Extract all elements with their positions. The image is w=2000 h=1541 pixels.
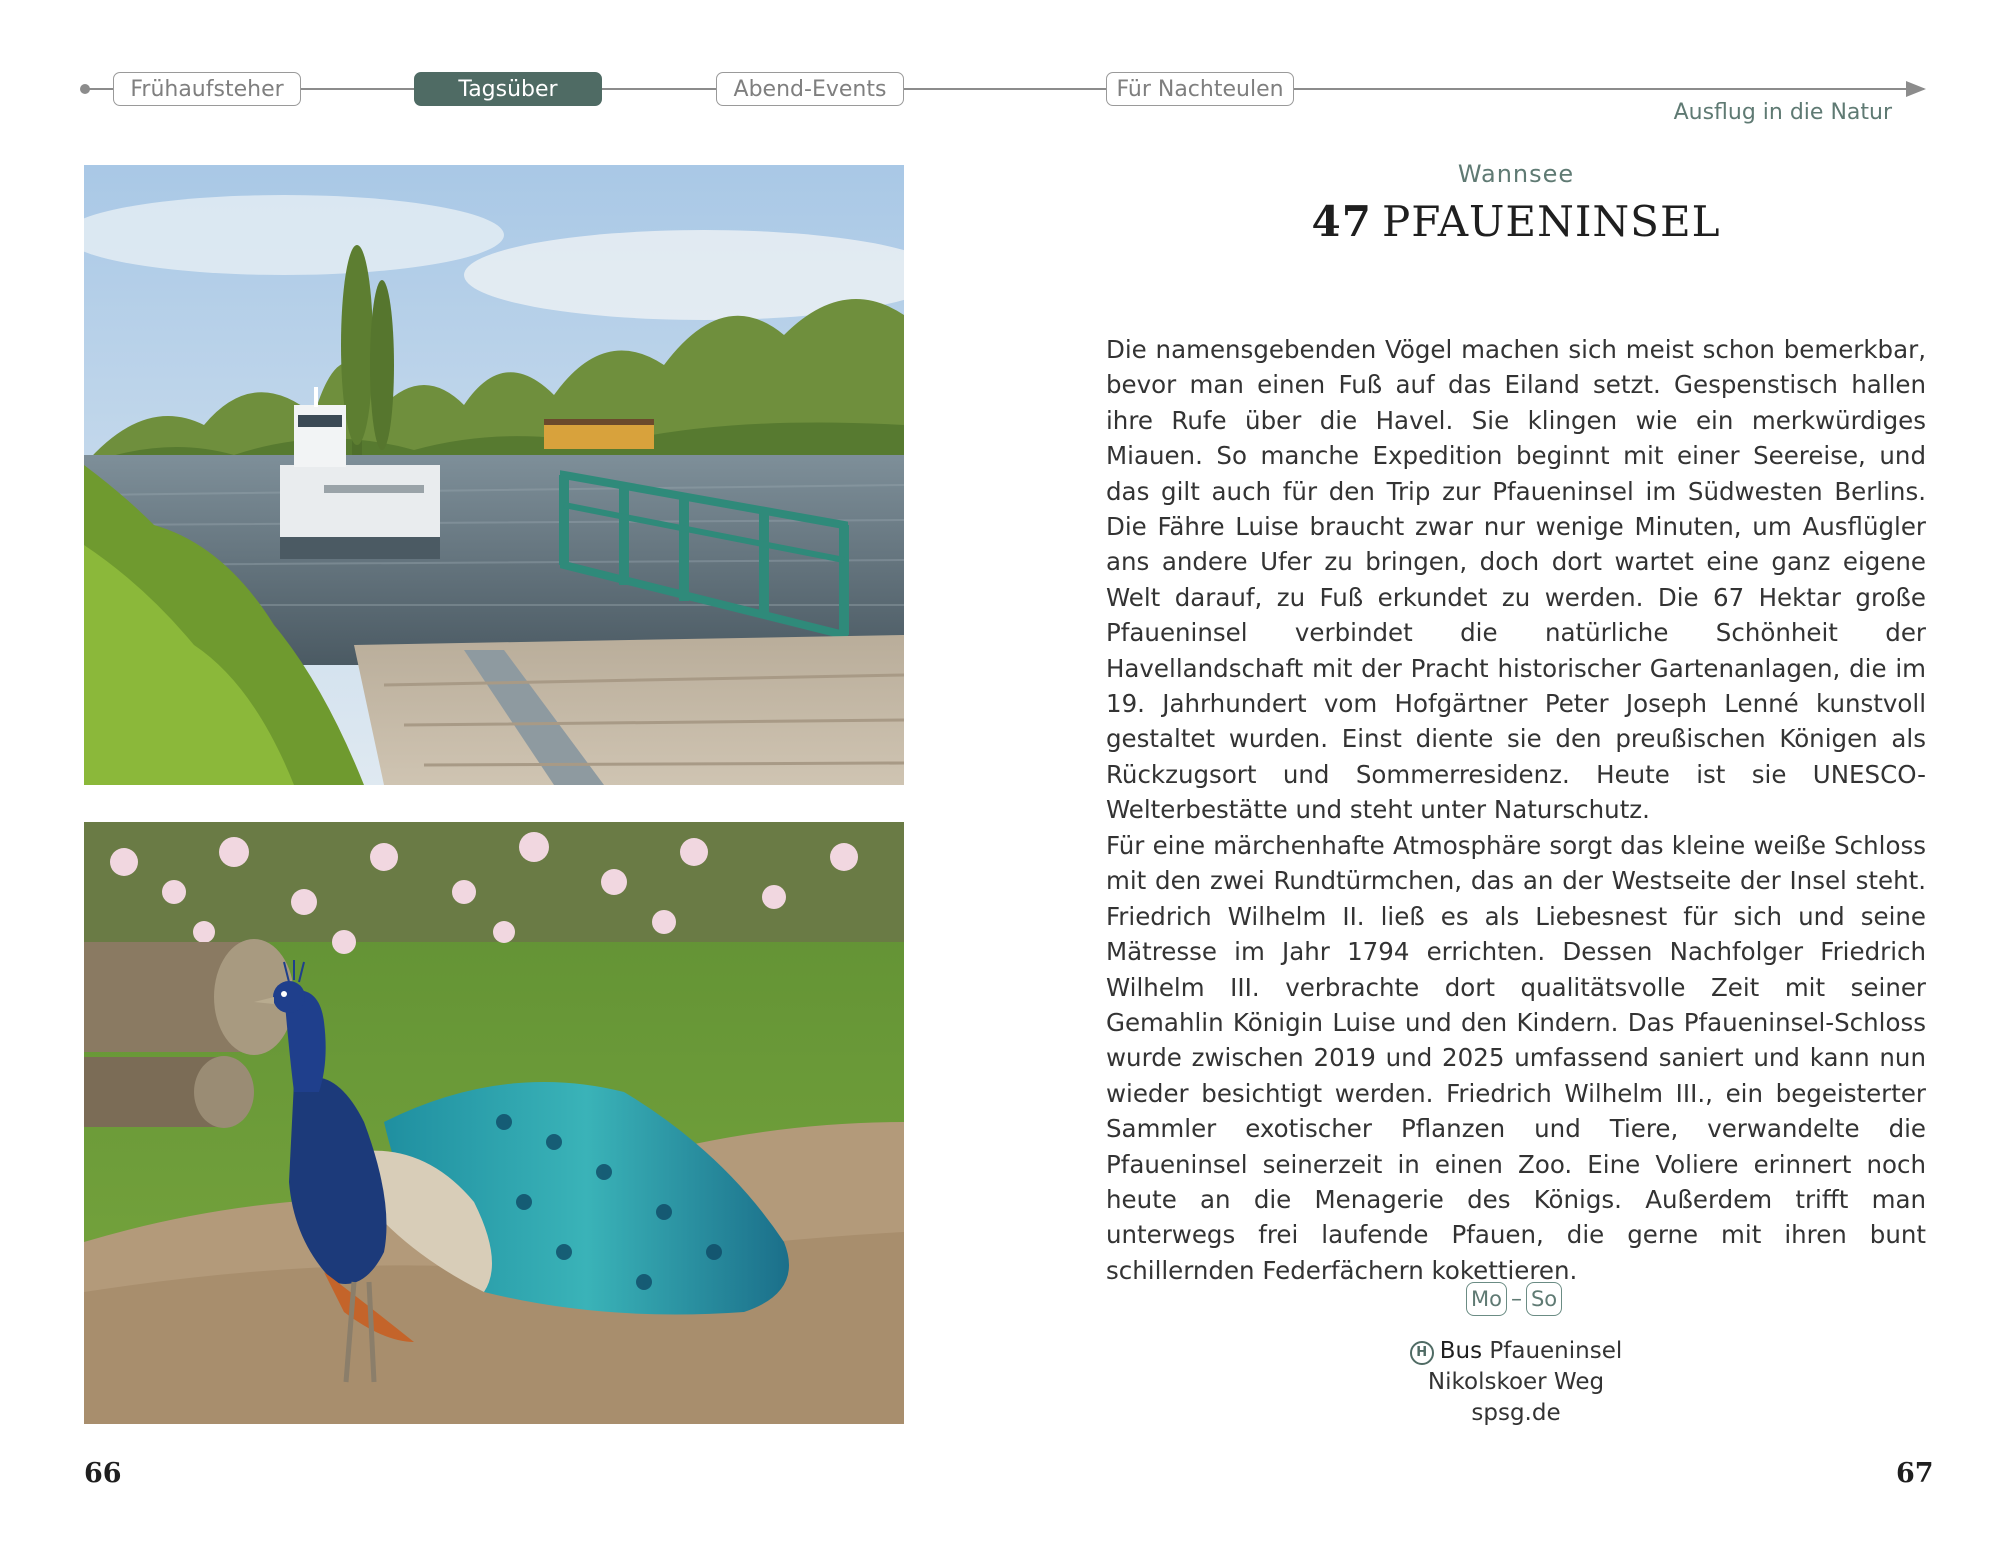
transport-stop: Pfaueninsel xyxy=(1489,1338,1623,1364)
peacock-photo xyxy=(84,822,904,1424)
transport-mode: Bus xyxy=(1439,1338,1483,1364)
day-separator: – xyxy=(1510,1286,1522,1312)
body-paragraph-2: Für eine märchenhafte Atmosphäre sorgt das kleine weiße Schloss mit den zwei Rundtürmchen, das an der Westseite der Insel steht. Friedrich Wilhelm II. ließ es als Liebesnest für sich und seine Mätresse im Jahr 1794 errichten. Dessen Nachfolger Friedrich Wilhelm III. verbrachte dort qualitätsvolle Zeit mit seiner Gemahlin Königin Luise und den Kindern. Das Pfaueninsel-Schloss wurde zwischen 2019 und 2025 umfassend saniert und kann nun wieder besichtigt werden. Friedrich Wilhelm III., ein begeisterter Sammler exotischer Pflanzen und Tiere, verwandelte die Pfaueninsel seinerzeit in einen Zoo. Eine Voliere erinnert noch heute an die Menagerie des Königs. Außerdem trifft man unterwegs frei laufende Pfauen, die gerne mit ihren bunt schillernden Federfächern kokettieren. xyxy=(1106,831,1926,1285)
tab-abend-events[interactable]: Abend-Events xyxy=(716,72,904,106)
transport-info xyxy=(1316,1336,1716,1429)
opening-days xyxy=(1466,1279,1562,1319)
tab-tagsueber[interactable]: Tagsüber xyxy=(414,72,602,106)
entry-title: PFAUENINSEL xyxy=(1381,197,1721,246)
page-number-right: 67 xyxy=(1896,1458,1934,1489)
page-title xyxy=(1100,197,1932,246)
tab-fuer-nachteulen[interactable]: Für Nachteulen xyxy=(1106,72,1294,106)
tab-fruehaufsteher[interactable]: Frühaufsteher xyxy=(113,72,301,106)
timeline-arrow-icon xyxy=(1906,81,1926,97)
day-from: Mo xyxy=(1466,1282,1507,1316)
page-number-left: 66 xyxy=(84,1458,122,1489)
address: Nikolskoer Weg xyxy=(1427,1369,1605,1395)
timeline-start-dot xyxy=(80,84,90,94)
district-label: Wannsee xyxy=(1457,160,1575,188)
body-paragraph-1: Die namensgebenden Vögel machen sich meist schon bemerkbar, bevor man einen Fuß auf das Eiland setzt. Gespenstisch hallen ihre Rufe über die Havel. Sie klingen wie ein merkwürdiges Miauen. So manche Expedition beginnt mit einer Seereise, und das gilt auch für den Trip zur Pfaueninsel im Südwesten Berlins. Die Fähre Luise braucht zwar nur wenige Minuten, um Ausflügler ans andere Ufer zu bringen, doch dort wartet eine ganz eigene Welt darauf, zu Fuß erkundet zu werden. Die 67 Hektar große Pfaueninsel verbindet die natürliche Schönheit der Havellandschaft mit der Pracht historischer Gartenanlagen, die im 19. Jahrhundert vom Hofgärtner Peter Joseph Lenné kunstvoll gestaltet wurden. Einst diente sie den preußischen Königen als Rückzugsort und Sommerresidenz. Heute ist sie UNESCO-Welterbestätte und steht unter Naturschutz. xyxy=(1106,335,1926,825)
day-to: So xyxy=(1526,1282,1562,1316)
subcategory-label: Ausflug in die Natur xyxy=(1673,100,1892,125)
website-link[interactable]: spsg.de xyxy=(1471,1400,1561,1426)
ferry-photo xyxy=(84,165,904,785)
bus-stop-icon: H xyxy=(1410,1341,1434,1365)
bus-line xyxy=(1316,1336,1716,1367)
entry-number: 47 xyxy=(1311,197,1372,246)
timeline-line xyxy=(84,88,1924,90)
